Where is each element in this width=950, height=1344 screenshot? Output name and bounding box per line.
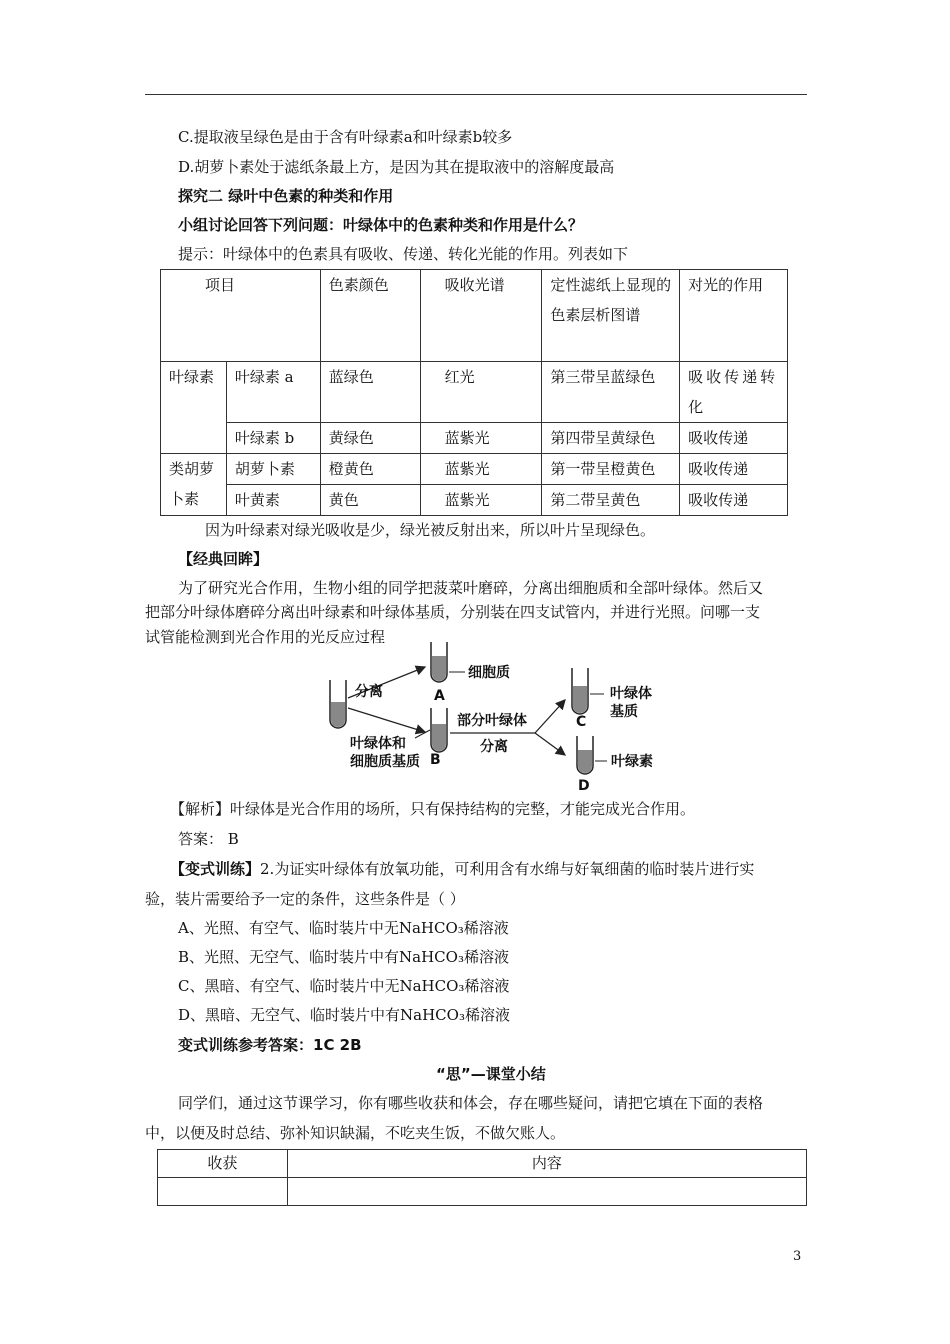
- option-c: C.提取液呈绿色是由于含有叶绿素a和叶绿素b较多: [178, 128, 513, 146]
- pigment-function: 吸收传递: [680, 485, 788, 516]
- chlorophyll-note: 因为叶绿素对绿光吸收是少，绿光被反射出来，所以叶片呈现绿色。: [205, 521, 656, 539]
- pigment-color: 蓝绿色: [320, 362, 420, 423]
- header-harvest: 收获: [158, 1150, 288, 1178]
- label-cyto-matrix: 细胞质基质: [350, 754, 420, 770]
- pigment-band: 第二带呈黄色: [542, 485, 680, 516]
- summary-table: [157, 1149, 807, 1206]
- header-chromatogram: 定性滤纸上显现的色素层析图谱: [542, 270, 680, 362]
- table-row: [161, 362, 788, 423]
- answer-text: 答案： B: [178, 830, 239, 848]
- header-color: 色素颜色: [320, 270, 420, 362]
- page-number: 3: [793, 1249, 802, 1264]
- group-carotenoid: 类胡萝卜素: [161, 454, 227, 516]
- summary-para-2: 中，以便及时总结、弥补知识缺漏，不吃夹生饭，不做欠账人。: [145, 1124, 566, 1142]
- summary-title: “思”—课堂小结: [436, 1065, 546, 1083]
- header-rule: [145, 94, 807, 95]
- label-d: D: [578, 778, 590, 794]
- pigment-spectrum: 蓝紫光: [420, 423, 542, 454]
- pigment-table: [160, 269, 788, 516]
- test-tube-c: [572, 668, 588, 714]
- classic-heading: 【经典回眸】: [178, 550, 269, 568]
- table-header-row: [161, 270, 788, 362]
- pigment-band: 第一带呈橙黄色: [542, 454, 680, 485]
- pigment-name: 叶绿素 b: [226, 423, 320, 454]
- pigment-spectrum: 蓝紫光: [420, 454, 542, 485]
- variant-question-1: [170, 859, 754, 879]
- arrow-to-b: [348, 708, 425, 732]
- content-cell[interactable]: [287, 1178, 806, 1206]
- label-chloro-and: 叶绿体和: [350, 736, 406, 752]
- pigment-name: 叶黄素: [226, 485, 320, 516]
- option-c-2: C、黑暗、有空气、临时装片中无NaHCO₃稀溶液: [178, 977, 510, 995]
- summary-para-1: 同学们，通过这节课学习，你有哪些收获和体会，存在哪些疑问，请把它填在下面的表格: [178, 1094, 764, 1112]
- label-stroma-2: 基质: [610, 704, 638, 720]
- test-tube-b: [431, 708, 447, 752]
- table-row: [161, 454, 788, 485]
- header-content: 内容: [287, 1150, 806, 1178]
- option-d: D.胡萝卜素处于滤纸条最上方，是因为其在提取液中的溶解度最高: [178, 158, 615, 176]
- label-chlorophyll: 叶绿素: [611, 754, 653, 770]
- label-stroma-1: 叶绿体: [610, 686, 652, 702]
- pigment-function: 吸收传递: [680, 423, 788, 454]
- table-row: [161, 423, 788, 454]
- question-para-3: 试管能检测到光合作用的光反应过程: [145, 628, 386, 646]
- pigment-spectrum: 蓝紫光: [420, 485, 542, 516]
- header-spectrum: 吸收光谱: [420, 270, 542, 362]
- variant-answer: 变式训练参考答案：1C 2B: [178, 1036, 362, 1054]
- arrow-to-c: [535, 700, 565, 733]
- label-b: B: [430, 752, 441, 768]
- label-part-chloroplast: 部分叶绿体: [457, 713, 527, 729]
- label-a: A: [434, 688, 445, 704]
- header-item: 项目: [161, 270, 321, 362]
- arrow-to-d: [535, 733, 565, 755]
- pigment-spectrum: 红光: [420, 362, 542, 423]
- table-row: [161, 485, 788, 516]
- question-para-1: 为了研究光合作用，生物小组的同学把菠菜叶磨碎，分离出细胞质和全部叶绿体。然后又: [178, 579, 764, 597]
- harvest-cell[interactable]: [158, 1178, 288, 1206]
- pigment-band: 第三带呈蓝绿色: [542, 362, 680, 423]
- hint-text: 提示：叶绿体中的色素具有吸收、传递、转化光能的作用。列表如下: [178, 245, 629, 263]
- test-tube-a: [431, 642, 447, 682]
- pigment-function: 吸收传递: [680, 454, 788, 485]
- pigment-function: 吸收传递转化: [680, 362, 788, 423]
- option-b: B、光照、无空气、临时装片中有NaHCO₃稀溶液: [178, 948, 509, 966]
- pigment-name: 叶绿素 a: [226, 362, 320, 423]
- pigment-color: 橙黄色: [320, 454, 420, 485]
- analysis-text: 【解析】叶绿体是光合作用的场所，只有保持结构的完整，才能完成光合作用。: [170, 800, 696, 818]
- group-chlorophyll: 叶绿素: [161, 362, 227, 454]
- question-para-2: 把部分叶绿体磨碎分离出叶绿素和叶绿体基质，分别装在四支试管内，并进行光照。问哪一支: [145, 603, 761, 621]
- section-heading: 探究二 绿叶中色素的种类和作用: [178, 187, 394, 205]
- variant-question-text: 2.为证实叶绿体有放氧功能，可利用含有水绵与好氧细菌的临时装片进行实: [260, 860, 755, 878]
- label-cytoplasm: 细胞质: [468, 665, 510, 681]
- pigment-band: 第四带呈黄绿色: [542, 423, 680, 454]
- variant-question-2: 验，装片需要给予一定的条件，这些条件是（ ）: [145, 890, 465, 908]
- summary-header-row: [158, 1150, 807, 1178]
- label-separate-2: 分离: [480, 739, 508, 755]
- discussion-question: 小组讨论回答下列问题：叶绿体中的色素种类和作用是什么？: [178, 216, 584, 234]
- pigment-name: 胡萝卜素: [226, 454, 320, 485]
- test-tube-d: [577, 736, 593, 774]
- source-test-tube: [330, 680, 346, 728]
- pigment-color: 黄色: [320, 485, 420, 516]
- option-d-2: D、黑暗、无空气、临时装片中有NaHCO₃稀溶液: [178, 1006, 510, 1024]
- option-a: A、光照、有空气、临时装片中无NaHCO₃稀溶液: [178, 919, 509, 937]
- header-function: 对光的作用: [680, 270, 788, 362]
- label-separate: 分离: [355, 684, 383, 700]
- summary-empty-row: [158, 1178, 807, 1206]
- pigment-color: 黄绿色: [320, 423, 420, 454]
- label-c: C: [576, 714, 587, 730]
- variant-heading: 【变式训练】: [170, 860, 261, 878]
- experiment-diagram: [320, 640, 670, 795]
